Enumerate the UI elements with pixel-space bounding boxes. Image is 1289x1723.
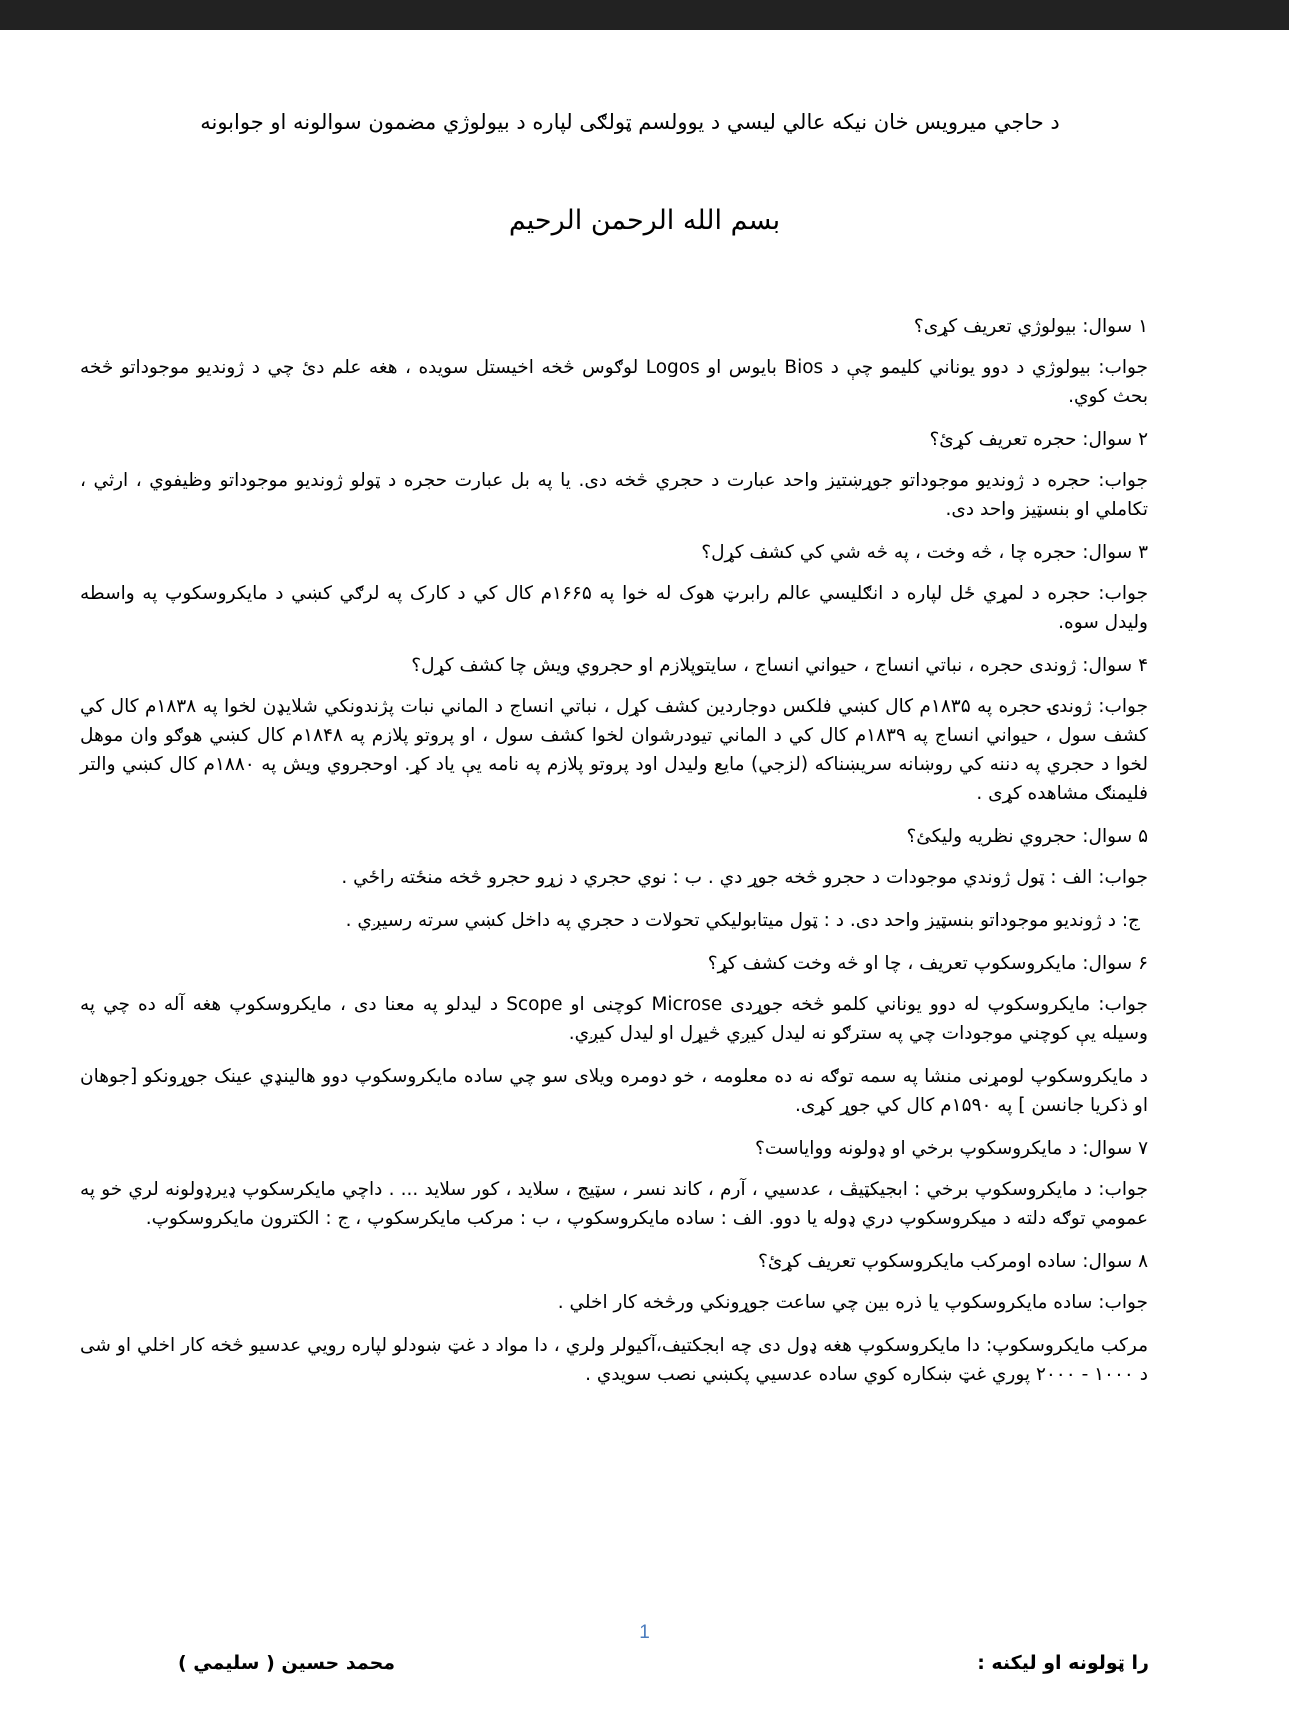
question-7: ۷ سوال: د مایکروسکوپ برخي او ډولونه وواياست؟	[755, 1138, 1148, 1159]
answer-5b: ج: د ژوندیو موجوداتو بنسټیز واحد دی. د : ټول میتابولیکي تحولات د حجري په داخل کښي سرته رسیږي .	[345, 910, 1140, 931]
question-8: ۸ سوال: ساده اومرکب مایکروسکوپ تعریف کړئ؟	[758, 1251, 1148, 1272]
answer-6a: جواب: مایکروسکوپ له دوو یوناني کلمو څخه جوړدی Microse کوچنی او Scope د لیدلو په معنا دی ، مایکروسکوپ هغه آله ده چي په وسیله یې کوچني موجودات چي په سترګو نه لیدل کیږي څیړل او لیدل کیږي.	[80, 994, 1148, 1044]
answer-2: جواب: حجره د ژوندیو موجوداتو جوړښتیز واحد عبارت د حجري څخه دی. یا په بل عبارت حجره د ټولو ژوندیو موجوداتو وظیفوي ، ارثي ، تکاملي او بنسټیز واحد دی.	[80, 470, 1148, 520]
qa-item-3	[80, 538, 1148, 637]
question-1: ۱ سوال: بیولوژي تعریف کړی؟	[913, 316, 1148, 337]
qa-item-5	[80, 822, 1148, 935]
answer-4: جواب: ژوندۍ حجره په ۱۸۳۵م کال کښي فلکس دوجاردین کشف کړل ، نباتي انساج د الماني نبات پژندونکي شلایډن لخوا په ۱۸۳۸م کال کي کشف سول ، حیواني انساج په ۱۸۳۹م کال کي د الماني تیودرشوان لخوا کشف سول ، او پروتو پلازم په ۱۸۴۸م کال کښي هوګو وان موهل لخوا د حجري په دننه کي روښانه سریښناکه (لزجي) مایع ولیدل اود پروتو پلازم په نامه یې یاد کړ. اوحجروي ویش په ۱۸۸۰م کال کښي والتر فلیمنګ مشاهده کړی .	[80, 696, 1149, 804]
document-page	[0, 30, 1289, 1723]
answer-3: جواب: حجره د لمړي ځل لپاره د انګلیسي عالم رابرټ هوک له خوا په ۱۶۶۵م کال کي د کارک په لرګي کښي د مایکروسکوپ په واسطه ولیدل سوه.	[80, 583, 1149, 633]
bismillah-heading: بسم الله الرحمن الرحیم	[508, 205, 781, 236]
answer-7: جواب: د مایکروسکوپ برخي : ابجیکټیڤ ، عدسیي ، آرم ، کاند نسر ، سټیج ، سلاید ، کور سلاید ... . داچي مایکرسکوپ ډیرډولونه لري خو په عمومي توګه دلته د میکروسکوپ دري ډوله یا دوو. الف : ساده مایکروسکوپ ، ب : مرکب مایکرسکوپ ، ج : الکترون مایکروسکوپ.	[80, 1179, 1148, 1229]
qa-item-8	[80, 1247, 1148, 1389]
answer-8a: جواب: ساده مایکروسکوپ یا ذره بین چي ساعت جوړونکي ورڅخه کار اخلي .	[557, 1292, 1148, 1313]
footer-author-name: محمد حسین ( سلیمي )	[178, 1652, 396, 1674]
footer-author-label: را ټولونه او لیکنه :	[977, 1652, 1149, 1674]
answer-1: جواب: بیولوژي د دوو یوناني کلیمو چې د Bios بایوس او Logos لوګوس څخه اخیستل سویده ، هغه علم دئ چي د ژوندیو موجوداتو څخه بحث کوي.	[80, 357, 1148, 407]
qa-item-7	[80, 1134, 1148, 1233]
question-5: ۵ سوال: حجروي نظریه ولیکئ؟	[906, 826, 1148, 847]
viewer-top-bar	[0, 0, 1289, 30]
question-3: ۳ سوال: حجره چا ، څه وخت ، په څه شي کي کشف کړل؟	[701, 542, 1148, 563]
answer-5a: جواب: الف : ټول ژوندي موجودات د حجرو څخه جوړ دي . ب : نوي حجري د زړو حجرو څخه منځته راځي .	[341, 867, 1148, 888]
qa-item-4	[80, 651, 1148, 808]
answer-6b: د مایکروسکوپ لومړنی منشا په سمه توګه نه ده معلومه ، خو دومره ویلای سو چي ساده مایکروسکوپ دوو هالینډي عینک جوړونکو [جوهان او ذکریا جانسن ] په ۱۵۹۰م کال کي جوړ کړی.	[80, 1066, 1148, 1116]
qa-content	[80, 312, 1148, 1403]
qa-item-1	[80, 312, 1148, 411]
answer-8b: مرکب مایکروسکوپ: دا مایکروسکوپ هغه ډول دی چه ابجکتیف،آکیولر ولري ، دا مواد د غټ ښودلو لپاره رویي عدسیو څخه کار اخلي او شی د ۱۰۰۰ - ۲۰۰۰ پوري غټ ښکاره کوي ساده عدسیي پکښي نصب سویدي .	[80, 1335, 1148, 1385]
question-6: ۶ سوال: مایکروسکوپ تعریف ، چا او څه وخت کشف کړ؟	[707, 953, 1148, 974]
question-2: ۲ سوال: حجره تعریف کړئ؟	[929, 429, 1148, 450]
page-number: 1	[639, 1622, 650, 1643]
qa-item-6	[80, 949, 1148, 1120]
document-title: د حاجي میرویس خان نیکه عالي لیسي د یوولسم ټولګی لپاره د بیولوژي مضمون سوالونه او جوابونه	[200, 110, 1060, 134]
qa-item-2	[80, 425, 1148, 524]
question-4: ۴ سوال: ژوندی حجره ، نباتي انساج ، حیواني انساج ، سایتوپلازم او حجروي ویش چا کشف کړل؟	[411, 655, 1148, 676]
